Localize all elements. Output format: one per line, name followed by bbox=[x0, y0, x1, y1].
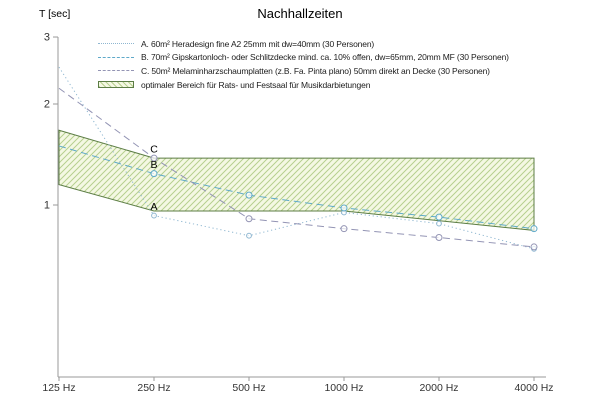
series-B-marker-500hz bbox=[246, 192, 252, 198]
x-tick-label-500hz: 500 Hz bbox=[232, 382, 266, 394]
chart-title: Nachhallzeiten bbox=[257, 6, 343, 21]
point-label-B: B bbox=[150, 159, 158, 172]
legend-label-optimal-band: optimaler Bereich für Rats- und Festsaal für Musikdarbietungen bbox=[141, 79, 371, 90]
x-tick-label-4000hz: 4000 Hz bbox=[514, 382, 554, 394]
legend-label-b: B. 70m² Gipskartonloch- oder Schlitzdecke mind. ca. 10% offen, dw=65mm, 20mm MF (30 Personen) bbox=[141, 52, 509, 63]
x-tick-label-250hz: 250 Hz bbox=[137, 382, 171, 394]
series-C-marker-500hz bbox=[246, 216, 252, 222]
series-C-marker-4000hz bbox=[531, 244, 537, 250]
point-label-C: C bbox=[150, 143, 158, 156]
x-tick-label-125hz: 125 Hz bbox=[42, 382, 76, 394]
optimal-band-region bbox=[59, 130, 534, 230]
series-C-marker-1000hz bbox=[341, 226, 347, 232]
legend-label-a: A. 60m² Heradesign fine A2 25mm mit dw=40mm (30 Personen) bbox=[141, 38, 375, 49]
series-B-marker-4000hz bbox=[531, 226, 537, 232]
y-axis-label: T [sec] bbox=[39, 8, 71, 20]
legend-label-c: C. 50m² Melaminharzschaumplatten (z.B. Fa. Pinta plano) 50mm direkt an Decke (30 Personen) bbox=[141, 65, 490, 76]
series-C-marker-2000hz bbox=[436, 235, 442, 241]
y-tick-label-2: 2 bbox=[43, 98, 50, 111]
series-A-marker-250hz bbox=[152, 213, 157, 218]
series-A-marker-500hz bbox=[247, 233, 252, 238]
point-label-A: A bbox=[150, 201, 158, 214]
y-tick-label-3: 3 bbox=[43, 31, 50, 44]
series-A-marker-2000hz bbox=[437, 221, 442, 226]
y-tick-label-1: 1 bbox=[43, 199, 50, 212]
x-tick-label-2000hz: 2000 Hz bbox=[419, 382, 459, 394]
series-B-marker-2000hz bbox=[436, 214, 442, 220]
series-B-marker-250hz bbox=[151, 171, 157, 177]
series-B-marker-1000hz bbox=[341, 205, 347, 211]
x-tick-label-1000hz: 1000 Hz bbox=[324, 382, 364, 394]
